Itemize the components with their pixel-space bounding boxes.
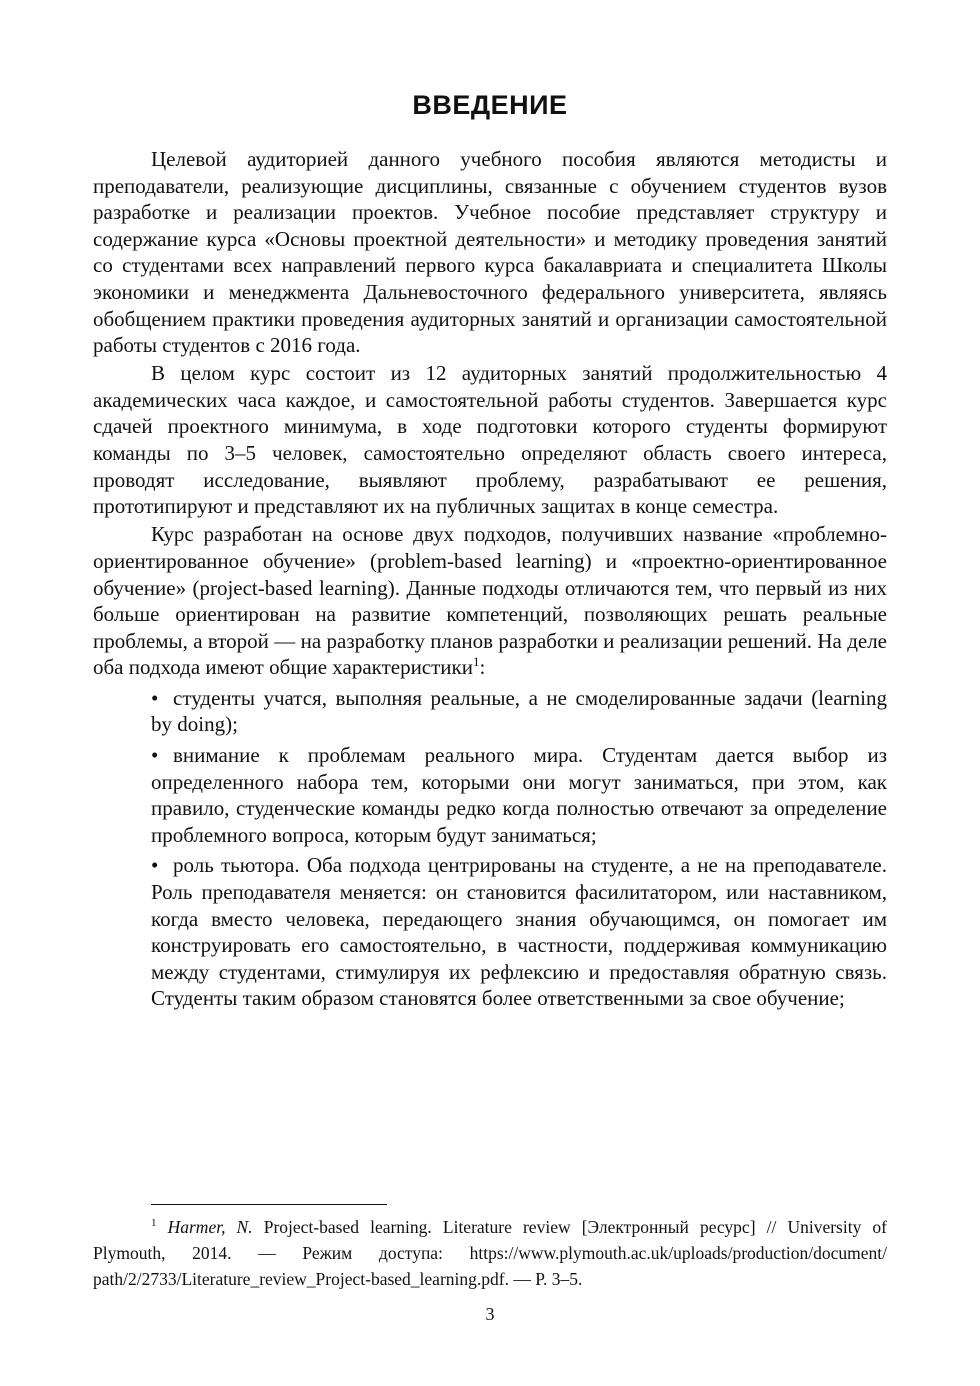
list-item	[151, 852, 887, 1012]
list-item-text: внимание к проблемам реального мира. Студентам дается выбор из определенного набора тем, которыми они могут заниматься, при этом, как правило, студенческие команды редко когда полностью отвечают за определение проблемного вопроса, которым будут заниматься;	[151, 743, 887, 847]
footnote-text: Project-based learning. Literature review [Электронный ресурс] // University of Plymouth, 2014. — Режим доступа: https://www.plymouth.ac.uk/uploads/production/document/ path/2/2733/Literature_review_Project-based_learning.pdf. — P. 3–5.	[93, 1217, 888, 1289]
paragraph-3-end: :	[479, 655, 486, 680]
bullet-list	[151, 685, 887, 1012]
main-text	[93, 146, 887, 1016]
footnote-author: Harmer, N.	[167, 1217, 253, 1237]
paragraph-2: В целом курс состоит из 12 аудиторных занятий продолжительностью 4 академических часа каждое, и самостоятельной работы студентов. Завершается курс сдачей проектного минимума, в ходе подготовки которого студенты формируют команды по 3–5 человек, самостоятельно определяют область своего интереса, проводят исследование, выявляют проблему, разрабатывают ее решения, прототипируют и представляют их на публичных защитах в конце семестра.	[93, 361, 887, 519]
list-item	[151, 742, 887, 848]
page-number: 3	[485, 1304, 495, 1324]
list-item-text: роль тьютора. Оба подхода центрированы на студенте, а не на преподавателе. Роль преподавателя меняется: он становится фасилитатором, или наставником, когда вместо человека, передающего знания обучающимся, он помогает им конструировать его самостоятельно, в частности, поддерживая коммуникацию между студентами, стимулируя их рефлексию и предоставляя обратную связь. Студенты таким образом становятся более ответственными за свое обучение;	[151, 853, 887, 1011]
list-item	[151, 685, 887, 738]
footnote-divider	[151, 1204, 387, 1205]
paragraph-1: Целевой аудиторией данного учебного пособия являются методисты и преподаватели, реализующие дисциплины, связанные с обучением студентов вузов разработке и реализации проектов. Учебное пособие представляет структуру и содержание курса «Основы проектной деятельности» и методику проведения занятий со студентами всех направлений первого курса бакалавриата и специалитета Школы экономики и менеджмента Дальневосточного федерального университета, являясь обобщением практики проведения аудиторных занятий и организации самостоятельной работы студентов с 2016 года.	[93, 147, 887, 358]
page-title: ВВЕДЕНИЕ	[412, 90, 568, 120]
paragraph-3	[93, 521, 887, 681]
document-page	[93, 0, 887, 1386]
footnote	[93, 1214, 887, 1292]
list-item-text: студенты учатся, выполняя реальные, а не смоделированные задачи (learning by doing);	[151, 685, 887, 737]
bullet-icon: •	[151, 853, 159, 878]
footnote-number: 1	[151, 1217, 157, 1230]
footnote-reference[interactable]: 1	[472, 654, 480, 670]
bullet-icon: •	[151, 743, 159, 768]
paragraph-3-text: Курс разработан на основе двух подходов, получивших название «проблемно-ориентированное обучение» (problem-based learning) и «проектно-ориентированное обучение» (project-based learning). Данные подходы отличаются тем, что первый из них больше ориентирован на развитие компетенций, позволяющих решать реальные проблемы, а второй — на разработку планов разработки и реализации решений. На деле оба подхода имеют общие характеристики	[93, 522, 887, 680]
bullet-icon: •	[151, 685, 159, 710]
